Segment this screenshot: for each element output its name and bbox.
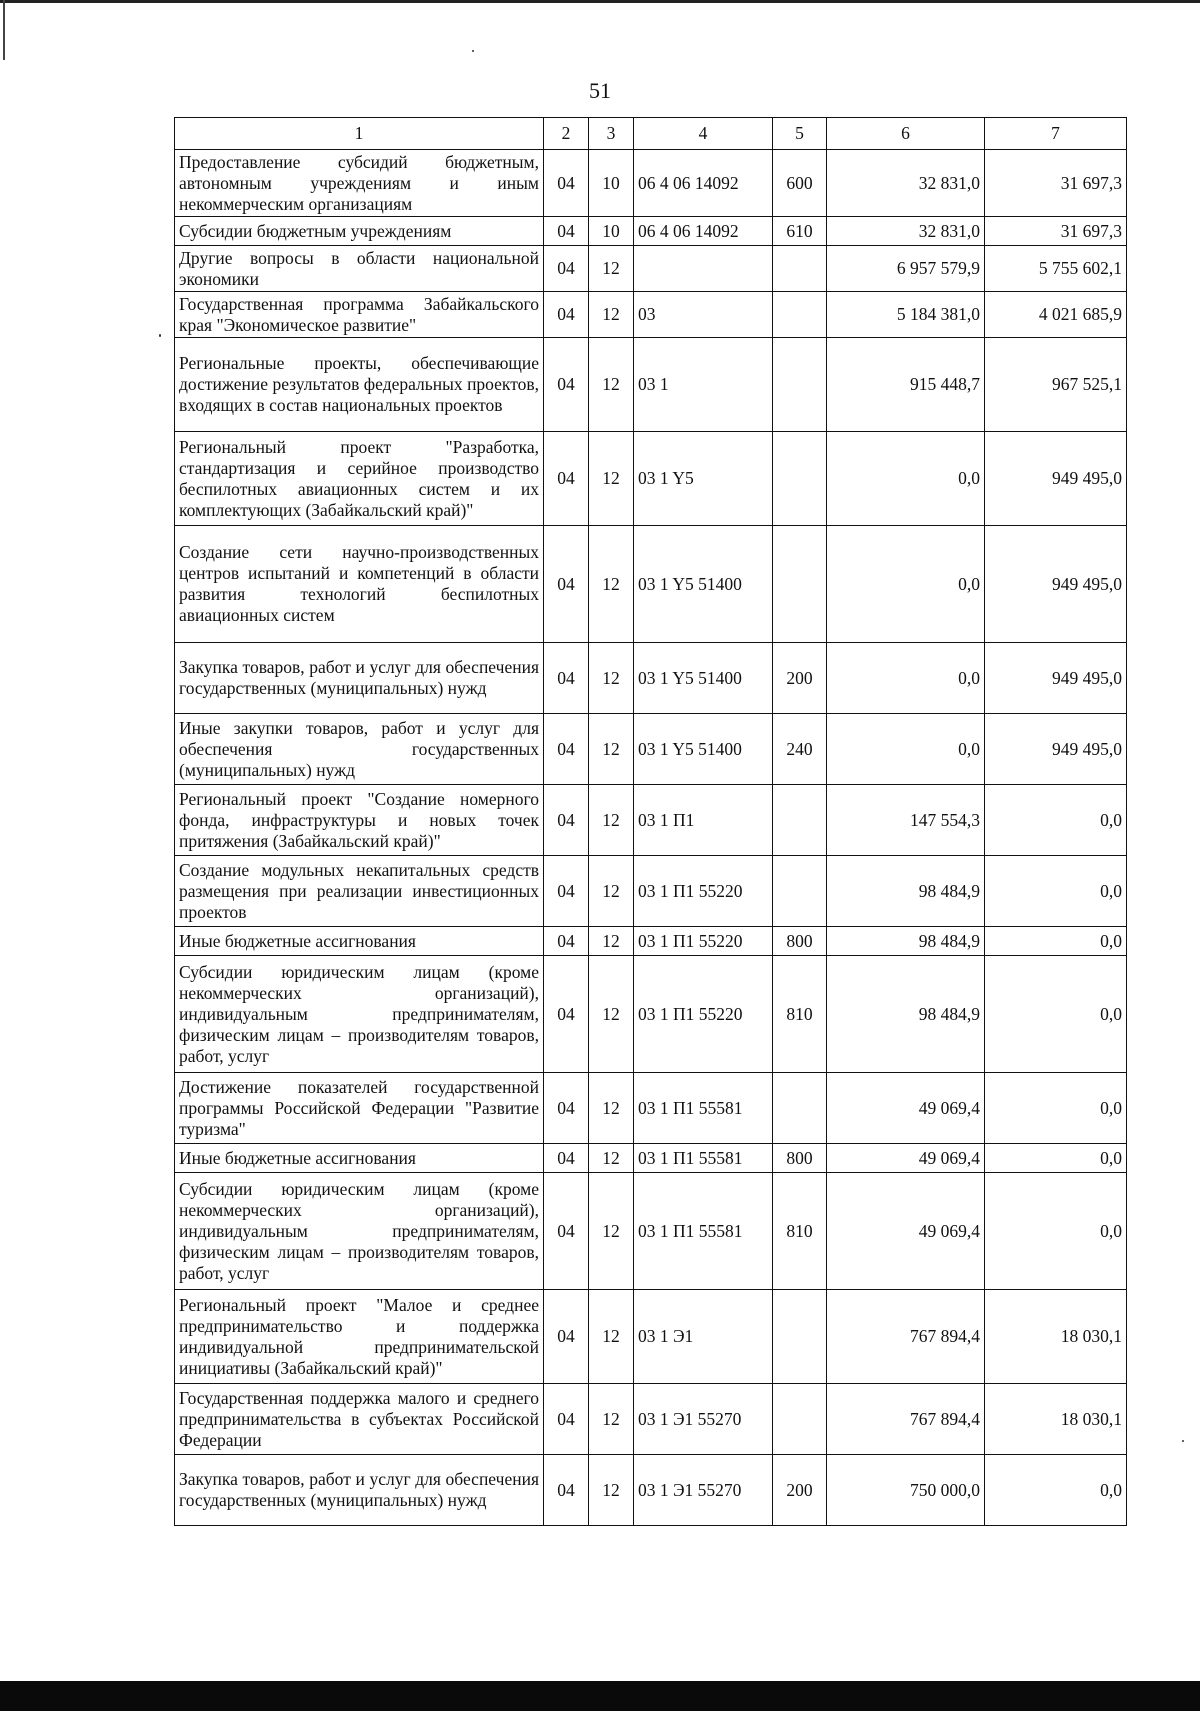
item-name: Субсидии юридическим лицам (кроме некоммерческих организаций), индивидуальным предпринимателям, физическим лицам – производителям товаров, работ, услуг — [175, 1173, 544, 1290]
subsection-code: 12 — [589, 1384, 634, 1455]
amount-col6: 49 069,4 — [827, 1173, 985, 1290]
table-row — [175, 432, 1127, 526]
column-header: 3 — [589, 118, 634, 150]
section-code: 04 — [544, 338, 589, 432]
target-article-code: 03 1 П1 55581 — [634, 1144, 773, 1173]
table-row — [175, 714, 1127, 785]
column-header: 1 — [175, 118, 544, 150]
subsection-code: 12 — [589, 1144, 634, 1173]
budget-table — [174, 117, 1127, 1526]
subsection-code: 12 — [589, 714, 634, 785]
expense-type-code: 800 — [773, 1144, 827, 1173]
table-row — [175, 1144, 1127, 1173]
table-row — [175, 927, 1127, 956]
column-header: 4 — [634, 118, 773, 150]
amount-col7: 967 525,1 — [985, 338, 1127, 432]
subsection-code: 12 — [589, 1290, 634, 1384]
expense-type-code: 200 — [773, 643, 827, 714]
expense-type-code — [773, 1073, 827, 1144]
amount-col6: 767 894,4 — [827, 1290, 985, 1384]
item-name: Закупка товаров, работ и услуг для обеспечения государственных (муниципальных) нужд — [175, 1455, 544, 1526]
table-row — [175, 1173, 1127, 1290]
item-name: Региональные проекты, обеспечивающие достижение результатов федеральных проектов, входящих в состав национальных проектов — [175, 338, 544, 432]
target-article-code: 03 1 Y5 51400 — [634, 526, 773, 643]
amount-col7: 949 495,0 — [985, 526, 1127, 643]
expense-type-code — [773, 338, 827, 432]
section-code: 04 — [544, 1144, 589, 1173]
amount-col6: 49 069,4 — [827, 1073, 985, 1144]
section-code: 04 — [544, 1173, 589, 1290]
table-row — [175, 338, 1127, 432]
subsection-code: 12 — [589, 956, 634, 1073]
target-article-code: 03 1 Y5 — [634, 432, 773, 526]
item-name: Субсидии бюджетным учреждениям — [175, 217, 544, 246]
item-name: Региональный проект "Создание номерного фонда, инфраструктуры и новых точек притяжения (Забайкальский край)" — [175, 785, 544, 856]
amount-col6: 6 957 579,9 — [827, 246, 985, 292]
amount-col6: 5 184 381,0 — [827, 292, 985, 338]
column-header: 5 — [773, 118, 827, 150]
target-article-code: 03 1 Y5 51400 — [634, 714, 773, 785]
expense-type-code: 240 — [773, 714, 827, 785]
target-article-code: 03 — [634, 292, 773, 338]
subsection-code: 12 — [589, 1173, 634, 1290]
target-article-code: 06 4 06 14092 — [634, 217, 773, 246]
amount-col6: 98 484,9 — [827, 927, 985, 956]
expense-type-code — [773, 785, 827, 856]
subsection-code: 12 — [589, 526, 634, 643]
section-code: 04 — [544, 714, 589, 785]
subsection-code: 12 — [589, 856, 634, 927]
subsection-code: 12 — [589, 927, 634, 956]
amount-col7: 18 030,1 — [985, 1384, 1127, 1455]
amount-col6: 49 069,4 — [827, 1144, 985, 1173]
section-code: 04 — [544, 526, 589, 643]
item-name: Государственная поддержка малого и среднего предпринимательства в субъектах Российской Федерации — [175, 1384, 544, 1455]
item-name: Региональный проект "Малое и среднее предпринимательство и поддержка индивидуальной предпринимательской инициативы (Забайкальский край)" — [175, 1290, 544, 1384]
amount-col6: 98 484,9 — [827, 856, 985, 927]
amount-col6: 750 000,0 — [827, 1455, 985, 1526]
amount-col7: 0,0 — [985, 856, 1127, 927]
column-header: 6 — [827, 118, 985, 150]
column-header: 7 — [985, 118, 1127, 150]
subsection-code: 12 — [589, 338, 634, 432]
target-article-code: 03 1 Э1 — [634, 1290, 773, 1384]
section-code: 04 — [544, 1455, 589, 1526]
table-row — [175, 643, 1127, 714]
item-name: Субсидии юридическим лицам (кроме некоммерческих организаций), индивидуальным предпринимателям, физическим лицам – производителям товаров, работ, услуг — [175, 956, 544, 1073]
expense-type-code — [773, 1384, 827, 1455]
expense-type-code — [773, 432, 827, 526]
section-code: 04 — [544, 956, 589, 1073]
item-name: Региональный проект "Разработка, стандартизация и серийное производство беспилотных авиационных систем и их комплектующих (Забайкальский край)" — [175, 432, 544, 526]
scan-speck — [159, 334, 161, 337]
item-name: Иные бюджетные ассигнования — [175, 1144, 544, 1173]
item-name: Создание модульных некапитальных средств размещения при реализации инвестиционных проектов — [175, 856, 544, 927]
subsection-code: 12 — [589, 246, 634, 292]
amount-col6: 98 484,9 — [827, 956, 985, 1073]
expense-type-code: 600 — [773, 150, 827, 217]
item-name: Иные закупки товаров, работ и услуг для обеспечения государственных (муниципальных) нужд — [175, 714, 544, 785]
scan-speck — [472, 50, 474, 52]
table-row — [175, 856, 1127, 927]
subsection-code: 12 — [589, 292, 634, 338]
expense-type-code — [773, 526, 827, 643]
amount-col6: 32 831,0 — [827, 217, 985, 246]
subsection-code: 12 — [589, 643, 634, 714]
table-row — [175, 1290, 1127, 1384]
target-article-code: 03 1 Э1 55270 — [634, 1455, 773, 1526]
amount-col6: 915 448,7 — [827, 338, 985, 432]
amount-col7: 0,0 — [985, 927, 1127, 956]
target-article-code: 03 1 П1 — [634, 785, 773, 856]
scan-speck — [1182, 1440, 1184, 1442]
table-row — [175, 1384, 1127, 1455]
target-article-code: 03 1 П1 55220 — [634, 956, 773, 1073]
header-row — [175, 118, 1127, 150]
amount-col7: 0,0 — [985, 956, 1127, 1073]
expense-type-code: 800 — [773, 927, 827, 956]
amount-col7: 5 755 602,1 — [985, 246, 1127, 292]
amount-col6: 767 894,4 — [827, 1384, 985, 1455]
target-article-code: 03 1 П1 55220 — [634, 856, 773, 927]
target-article-code: 03 1 П1 55220 — [634, 927, 773, 956]
target-article-code: 06 4 06 14092 — [634, 150, 773, 217]
table-row — [175, 150, 1127, 217]
subsection-code: 10 — [589, 217, 634, 246]
section-code: 04 — [544, 1073, 589, 1144]
expense-type-code — [773, 292, 827, 338]
amount-col7: 949 495,0 — [985, 714, 1127, 785]
section-code: 04 — [544, 150, 589, 217]
expense-type-code: 610 — [773, 217, 827, 246]
amount-col7: 18 030,1 — [985, 1290, 1127, 1384]
item-name: Предоставление субсидий бюджетным, автономным учреждениям и иным некоммерческим организациям — [175, 150, 544, 217]
item-name: Создание сети научно-производственных центров испытаний и компетенций в области развития технологий беспилотных авиационных систем — [175, 526, 544, 643]
target-article-code: 03 1 Y5 51400 — [634, 643, 773, 714]
expense-type-code: 810 — [773, 1173, 827, 1290]
section-code: 04 — [544, 246, 589, 292]
expense-type-code — [773, 246, 827, 292]
section-code: 04 — [544, 217, 589, 246]
section-code: 04 — [544, 785, 589, 856]
table-row — [175, 785, 1127, 856]
table-row — [175, 292, 1127, 338]
amount-col7: 4 021 685,9 — [985, 292, 1127, 338]
expense-type-code — [773, 856, 827, 927]
table-row — [175, 956, 1127, 1073]
amount-col7: 0,0 — [985, 1455, 1127, 1526]
table-row — [175, 246, 1127, 292]
subsection-code: 12 — [589, 1455, 634, 1526]
scan-border-top — [0, 0, 1200, 3]
subsection-code: 12 — [589, 785, 634, 856]
subsection-code: 12 — [589, 432, 634, 526]
amount-col6: 147 554,3 — [827, 785, 985, 856]
target-article-code: 03 1 П1 55581 — [634, 1173, 773, 1290]
section-code: 04 — [544, 927, 589, 956]
amount-col6: 0,0 — [827, 643, 985, 714]
amount-col7: 0,0 — [985, 785, 1127, 856]
amount-col6: 0,0 — [827, 526, 985, 643]
item-name: Закупка товаров, работ и услуг для обеспечения государственных (муниципальных) нужд — [175, 643, 544, 714]
expense-type-code: 810 — [773, 956, 827, 1073]
target-article-code: 03 1 Э1 55270 — [634, 1384, 773, 1455]
target-article-code: 03 1 П1 55581 — [634, 1073, 773, 1144]
expense-type-code — [773, 1290, 827, 1384]
scan-border-bottom — [0, 1681, 1200, 1711]
page-number: 51 — [589, 78, 611, 103]
column-header: 2 — [544, 118, 589, 150]
section-code: 04 — [544, 1290, 589, 1384]
amount-col7: 949 495,0 — [985, 643, 1127, 714]
item-name: Достижение показателей государственной программы Российской Федерации "Развитие туризма" — [175, 1073, 544, 1144]
table-row — [175, 526, 1127, 643]
item-name: Другие вопросы в области национальной экономики — [175, 246, 544, 292]
amount-col7: 0,0 — [985, 1144, 1127, 1173]
amount-col7: 0,0 — [985, 1173, 1127, 1290]
section-code: 04 — [544, 643, 589, 714]
amount-col6: 32 831,0 — [827, 150, 985, 217]
section-code: 04 — [544, 432, 589, 526]
table-row — [175, 1455, 1127, 1526]
scan-border-left — [3, 0, 5, 60]
subsection-code: 12 — [589, 1073, 634, 1144]
section-code: 04 — [544, 1384, 589, 1455]
subsection-code: 10 — [589, 150, 634, 217]
section-code: 04 — [544, 292, 589, 338]
item-name: Государственная программа Забайкальского края "Экономическое развитие" — [175, 292, 544, 338]
amount-col6: 0,0 — [827, 714, 985, 785]
section-code: 04 — [544, 856, 589, 927]
amount-col7: 31 697,3 — [985, 150, 1127, 217]
target-article-code: 03 1 — [634, 338, 773, 432]
table-row — [175, 217, 1127, 246]
item-name: Иные бюджетные ассигнования — [175, 927, 544, 956]
target-article-code — [634, 246, 773, 292]
amount-col7: 0,0 — [985, 1073, 1127, 1144]
amount-col6: 0,0 — [827, 432, 985, 526]
amount-col7: 31 697,3 — [985, 217, 1127, 246]
expense-type-code: 200 — [773, 1455, 827, 1526]
amount-col7: 949 495,0 — [985, 432, 1127, 526]
table-row — [175, 1073, 1127, 1144]
